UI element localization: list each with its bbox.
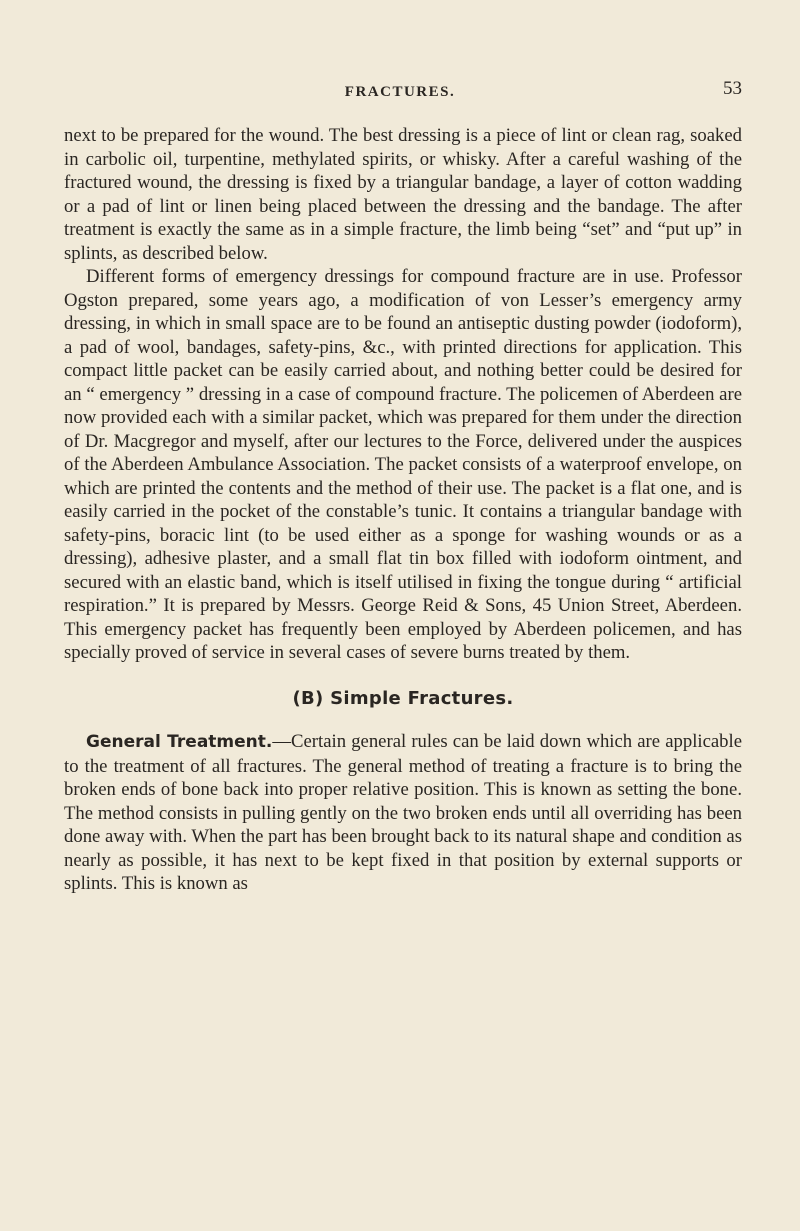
section-heading: (B) Simple Fractures. (292, 687, 514, 709)
run-in-heading: General Treatment. (86, 732, 273, 752)
paragraph-emergency-dressings: Different forms of emergency dressings for compound fracture are in use. Professor Ogston prepared, some years ago, a modification of von Lesser’s emergency army dressing, in which in small space are to be found an antiseptic dusting powder (iodoform), a pad of wool, bandages, safety-pins, &c., with printed directions for application. This compact little packet can be easily carried about, and nothing better could be desired for an “ emergency ” dressing in a case of compound fracture. The policemen of Aberdeen are now provided each with a similar packet, which was prepared for them under the direction of Dr. Macgregor and myself, after our lectures to the Force, delivered under the auspices of the Aberdeen Ambulance Association. The packet consists of a waterproof envelope, on which are printed the contents and the method of their use. The packet is a flat one, and is easily carried in the pocket of the constable’s tunic. It contains a triangular bandage with safety-pins, boracic lint (to be used either as a sponge for washing wounds or as a dressing), adhesive plaster, and a small flat tin box filled with iodoform ointment, and secured with an elastic band, which is itself utilised in fixing the tongue during “ artificial respiration.” It is prepared by Messrs. George Reid & Sons, 45 Union Street, Aberdeen. This emergency packet has frequently been employed by Aberdeen policemen, and has specially proved of service in several cases of severe burns treated by them. (64, 266, 742, 663)
paragraph-general-treatment (64, 730, 742, 896)
running-head: FRACTURES. (344, 84, 456, 100)
paragraph-general-treatment-text: —Certain general rules can be laid down which are applicable to the treatment of all fractures. The general method of treating a fracture is to bring the broken ends of bone back into proper relative position. This is known as setting the bone. The method consists in pulling gently on the two broken ends until all overriding has been done away with. When the part has been brought back to its natural shape and condition as nearly as possible, it has next to be kept fixed in that position by external supports or splints. This is known as (64, 731, 742, 894)
page-number: 53 (723, 78, 742, 99)
body-text (64, 124, 742, 896)
paragraph-continuation: next to be prepared for the wound. The best dressing is a piece of lint or clean rag, soaked in carbolic oil, turpentine, methylated spirits, or whisky. After a careful washing of the fractured wound, the dressing is fixed by a triangular bandage, a layer of cotton wadding or a pad of lint or linen being placed between the dressing and the bandage. The after treatment is exactly the same as in a simple fracture, the limb being “set” and “put up” in splints, as described below. (64, 125, 742, 264)
